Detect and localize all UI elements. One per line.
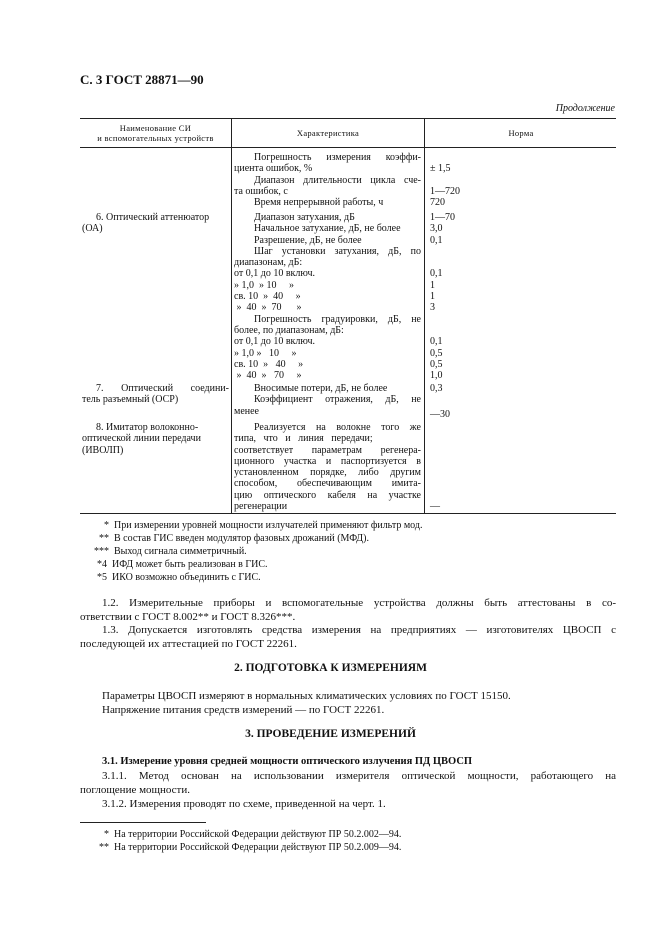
- table-note-1: * При измерении уровней мощности излучателей применяют фильтр мод.: [104, 520, 423, 531]
- table-col-divider-2: [424, 118, 425, 513]
- row-osr-norm: 0,3 —30: [430, 383, 450, 420]
- continuation-label: Продолжение: [555, 103, 615, 114]
- row-osr-characteristic: Вносимые потери, дБ, не более Коэффициент отражения, дБ, не менее: [234, 383, 421, 417]
- paragraph-1-3: 1.3. Допускается изготовлять средства измерения на предприятиях — изготовителях ЦВОСП с последующей их аттестацией по ГОСТ 22261.: [80, 624, 616, 650]
- page-footnote-1: * На территории Российской Федерации действуют ПР 50.2.002—94.: [104, 829, 402, 840]
- row-ivolp-characteristic: Реализуется на волокне того же типа, что и линия передачи; соответствует параметрам регенера- ционного участка и паспортизуется в установленном порядке, либо другим способом, обеспечивающим имита- цию оптического кабеля на участке регенерации: [234, 422, 421, 513]
- page-footnote-2: ** На территории Российской Федерации действуют ПР 50.2.009—94.: [99, 842, 402, 853]
- table-header-rule: [80, 147, 616, 148]
- footnote-rule: [80, 822, 206, 823]
- paragraph-3-1-1: 3.1.1. Метод основан на использовании измерителя оптической мощности, работающего на поглощение мощности.: [80, 770, 616, 796]
- table-col-divider-1: [231, 118, 232, 513]
- table-bottom-rule: [80, 513, 616, 514]
- row-oa-characteristic: Диапазон затухания, дБ Начальное затухание, дБ, не более Разрешение, дБ, не более Шаг установки затухания, дБ, по диапазонам, дБ: от 0,1 до 10 включ. » 1,0 » 10 » св. 10 » 40 » » 40 » 70 » Погрешность градуировки, дБ, не более, по диапазонам, дБ: от 0,1 до 10 включ. » 1,0 » 10 » св. 10 » 40 » » 40 » 70 »: [234, 212, 421, 382]
- page-header: С. 3 ГОСТ 28871—90: [80, 72, 204, 87]
- section-2-title: 2. ПОДГОТОВКА К ИЗМЕРЕНИЯМ: [234, 662, 427, 674]
- subsection-3-1: 3.1. Измерение уровня средней мощности оптического излучения ПД ЦВОСП: [102, 756, 473, 767]
- section-3-title: 3. ПРОВЕДЕНИЕ ИЗМЕРЕНИЙ: [245, 728, 416, 740]
- table-note-4: *4 ИФД может быть реализован в ГИС.: [97, 559, 268, 570]
- header-characteristic: Характеристика: [296, 128, 360, 138]
- pre-rows-norm: ± 1,5 1—720 720: [430, 163, 460, 209]
- row-osr-name: 7. Оптический соедини- тель разъемный (ОСР): [82, 383, 229, 406]
- header-name: Наименование СИ и вспомогательных устройств: [97, 123, 214, 143]
- paragraph-1-2: 1.2. Измерительные приборы и вспомогательные устройства должны быть аттестованы в со- ответствии с ГОСТ 8.002** и ГОСТ 8.326***.: [80, 597, 616, 623]
- table-note-5: *5 ИКО возможно объединить с ГИС.: [97, 572, 261, 583]
- table-note-2: ** В состав ГИС введен модулятор фазовых дрожаний (МФД).: [99, 533, 369, 544]
- paragraph-3-1-2: 3.1.2. Измерения проводят по схеме, приведенной на черт. 1.: [102, 798, 386, 810]
- row-oa-norm: 1—70 3,0 0,1 0,1 1 1 3 0,1 0,5 0,5 1,0: [430, 212, 455, 382]
- section-2-text: Параметры ЦВОСП измеряют в нормальных климатических условиях по ГОСТ 15150. Напряжение питания средств измерений — по ГОСТ 22261.: [102, 690, 511, 716]
- row-oa-name: 6. Оптический аттенюатор (ОА): [82, 212, 210, 235]
- table-top-rule: [80, 118, 616, 119]
- row-ivolp-name: 8. Имитатор волоконно- оптической линии передачи (ИВОЛП): [82, 422, 201, 456]
- table-note-3: *** Выход сигнала симметричный.: [94, 546, 247, 557]
- header-norm: Норма: [508, 128, 534, 138]
- row-ivolp-norm: —: [430, 501, 440, 512]
- pre-rows-characteristic: Погрешность измерения коэффи- циента ошибок, % Диапазон длительности цикла сче- та ошибок, с Время непрерывной работы, ч: [234, 152, 421, 209]
